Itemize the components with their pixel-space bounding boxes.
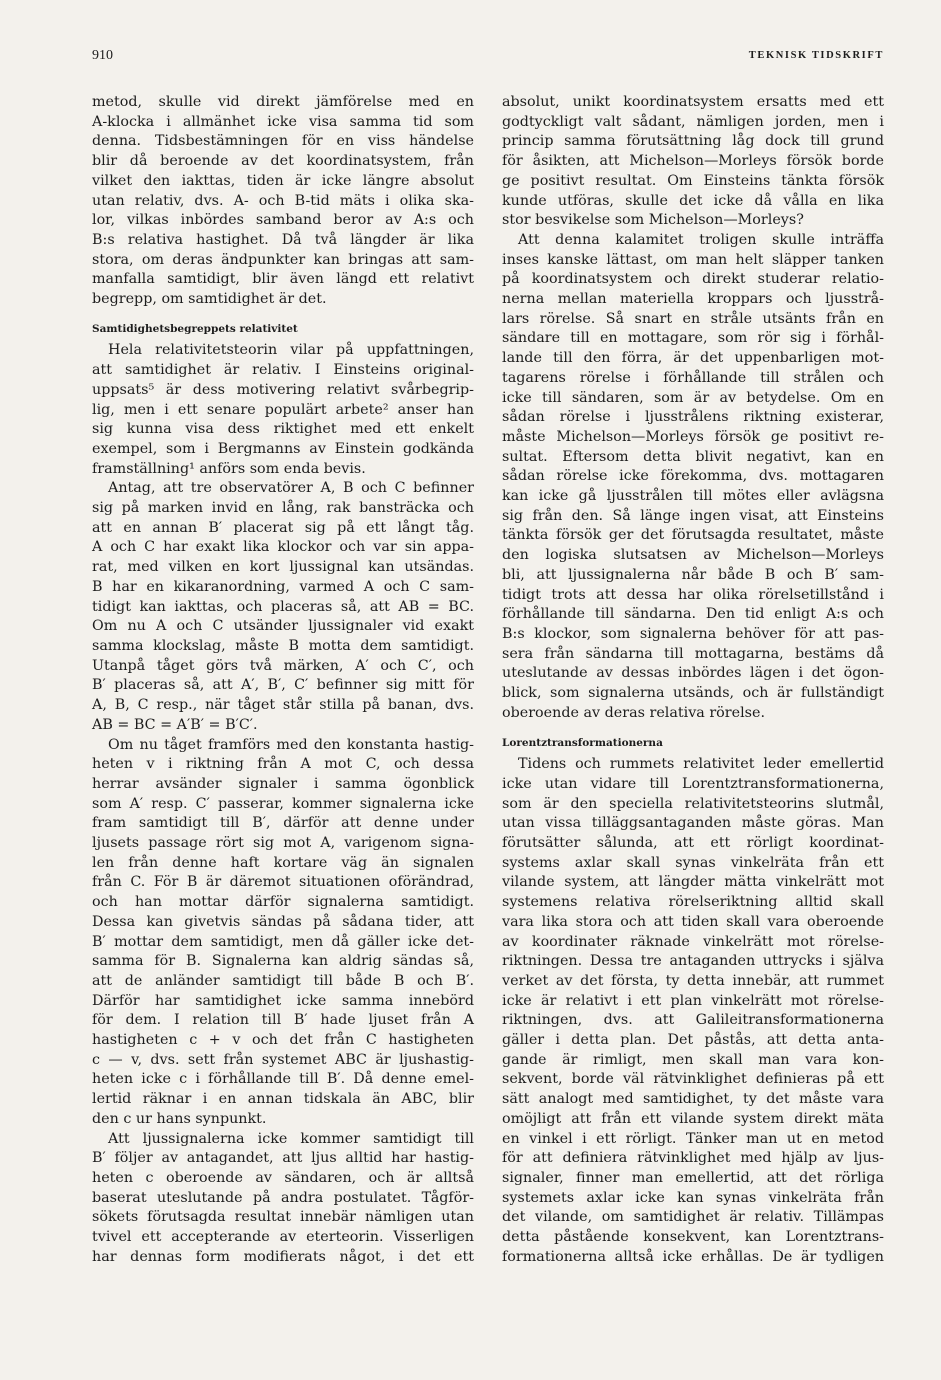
text-line: sera från sändarna till mottagarna, bestäms då bbox=[502, 645, 884, 662]
text-line: begrepp, om samtidighet är det. bbox=[92, 291, 327, 308]
text-line: framställning¹ anförs som enda bevis. bbox=[92, 460, 366, 477]
text-line: verket av det första, ty detta innebär, att rummet bbox=[502, 972, 884, 989]
text-line: Att denna kalamitet troligen skulle inträffa bbox=[518, 231, 884, 248]
text-line: lig, men i ett senare populärt arbete² anser han bbox=[92, 401, 474, 418]
text-line: att samtidighet är relativ. I Einsteins original- bbox=[92, 362, 474, 379]
text-line: denna. Tidsbestämningen för en viss händelse bbox=[92, 133, 474, 150]
text-line: av koordinater räknade vinkelrätt mot rörelse- bbox=[502, 933, 884, 950]
text-line: A, B, C resp., när tåget står stilla på banan, dvs. bbox=[92, 697, 474, 714]
text-line: AB = BC = A′B′ = B′C′. bbox=[92, 716, 258, 733]
text-line: ljusets passage rört sig mot A, varigenom signa- bbox=[92, 835, 474, 852]
text-line: samma för B. Signalerna kan aldrig sändas så, bbox=[92, 953, 474, 970]
text-line: systemens relativa rörelseriktning alltid skall bbox=[502, 894, 884, 911]
text-line: heten icke c i förhållande till B′. Då denne emel- bbox=[92, 1071, 474, 1088]
text-line: för att definiera rätvinklighet med hjälp av ljus- bbox=[502, 1150, 884, 1167]
text-line: princip samma förutsättning låg dock till grund bbox=[502, 133, 884, 150]
text-line: Om nu A och C utsänder ljussignaler vid exakt bbox=[92, 618, 474, 635]
text-line: tänkta försök ger det förutsagda resultatet, måste bbox=[502, 527, 884, 544]
text-line: tagarens rörelse i förhållande till strålen och bbox=[502, 369, 884, 386]
text-line: har dennas form modifierats något, i det ett bbox=[92, 1248, 474, 1265]
text-line: Antag, att tre observatörer A, B och C befinner bbox=[108, 480, 474, 497]
text-line: B:s relativa hastighet. Då två längder är lika bbox=[92, 231, 474, 248]
text-line: lande till den förra, är det uppenbarligen mot- bbox=[502, 350, 884, 367]
section-heading: Lorentztransformationerna bbox=[502, 736, 663, 749]
text-line: uppsats⁵ är dess motivering relativt svårbegrip- bbox=[92, 381, 474, 398]
text-line: sig på marken invid en lång, rak bansträcka och bbox=[92, 500, 474, 517]
text-line: B:s klockor, som signalerna behöver för att pas- bbox=[502, 625, 884, 642]
text-line: exempel, som i Bergmanns av Einstein godkända bbox=[92, 440, 474, 457]
text-line: kan icke gå ljusstrålen till mötes eller avlägsna bbox=[502, 488, 884, 505]
text-line: Tidens och rummets relativitet leder emellertid bbox=[518, 756, 884, 773]
text-line: Hela relativitetsteorin vilar på uppfattningen, bbox=[108, 342, 474, 359]
text-line: heten c oberoende av sändaren, och är alltså bbox=[92, 1169, 474, 1186]
text-line: Att ljussignalerna icke kommer samtidigt till bbox=[108, 1130, 474, 1147]
text-line: en vinkel i ett rörligt. Tänker man ut en metod bbox=[502, 1130, 884, 1147]
text-line: icke till sändaren, som är av betydelse. Om en bbox=[502, 389, 884, 406]
text-line: förutsätter sålunda, att ett rörligt koordinat- bbox=[502, 835, 884, 852]
text-line: samma klockslag, måste B motta dem samtidigt. bbox=[92, 637, 474, 654]
text-line: uteslutande av dessas inbördes lägen i det ögon- bbox=[502, 665, 884, 682]
text-line: systems axlar skall synas vinkelräta från ett bbox=[502, 854, 884, 871]
text-line: sultat. Eftersom detta blivit negativt, kan en bbox=[502, 448, 884, 465]
text-line: hastigheten c + v och det från C hastigheten bbox=[92, 1032, 474, 1049]
text-line: sig kunna visa dess riktighet med ett enkelt bbox=[92, 421, 474, 438]
text-line: gande är rimligt, men skall man vara kon- bbox=[502, 1051, 884, 1068]
text-line: att en annan B′ placerat sig på ett långt tåg. bbox=[92, 519, 474, 536]
text-line: sökets förutsagda resultat innebär nämligen utan bbox=[92, 1209, 474, 1226]
text-line: från C. För B är däremot situationen oförändrad, bbox=[92, 874, 474, 891]
text-line: måste Michelson—Morleys försök ge positivt re- bbox=[502, 428, 884, 445]
text-line: Dessa kan givetvis sändas på sådana tider, att bbox=[92, 913, 474, 930]
text-line: sätt analogt med samtidighet, ty det måste vara bbox=[502, 1091, 884, 1108]
text-line: len från denne haft kortare väg än signalen bbox=[92, 854, 474, 871]
right-column bbox=[502, 93, 884, 1267]
text-line: c — v, dvs. sett från systemet ABC är ljushastig- bbox=[92, 1051, 474, 1068]
text-line: lor, vilkas inbördes samband beror av A:s och bbox=[92, 212, 474, 229]
text-line: kunde utföras, skulle det icke då vålla en lika bbox=[502, 192, 884, 209]
text-line: rat, med vilken en kort ljussignal kan utsändas. bbox=[92, 559, 474, 576]
text-line: Om nu tåget framförs med den konstanta hastig- bbox=[108, 736, 474, 753]
text-line: oberoende av deras relativa rörelse. bbox=[502, 704, 765, 721]
section-heading: Samtidighetsbegreppets relativitet bbox=[92, 322, 298, 335]
text-line: som är den speciella relativitetsteorins slutmål, bbox=[502, 795, 884, 812]
text-line: godtyckligt valt sådant, nämligen jorden, men i bbox=[502, 113, 884, 130]
text-line: B′ följer av antagandet, att ljus alltid har hastig- bbox=[92, 1150, 474, 1167]
text-line: riktningen. Dessa tre antaganden uttrycks i själva bbox=[502, 953, 884, 970]
text-line: sig från den. Så länge ingen visat, att Einsteins bbox=[502, 507, 884, 524]
text-line: vara lika stora och att tiden skall vara oberoende bbox=[502, 913, 884, 930]
text-line: riktningen, dvs. att Galileitransformationerna bbox=[502, 1012, 884, 1029]
text-line: herrar avsänder signaler i samma ögonblick bbox=[92, 775, 474, 792]
journal-title: TEKNISK TIDSKRIFT bbox=[748, 50, 884, 61]
text-line: tidigt trots att dessa har olika rörelsetillstånd i bbox=[502, 586, 884, 603]
text-line: lertid räknar i en annan tidskala än ABC, blir bbox=[92, 1091, 474, 1108]
text-line: tvivel ett accepterande av eterteorin. Visserligen bbox=[92, 1229, 474, 1246]
text-line: för dem. I relation till B′ hade ljuset från A bbox=[92, 1012, 474, 1029]
text-line: heten v i riktning från A mot C, och dessa bbox=[92, 756, 474, 773]
text-line: Därför har samtidighet icke samma innebörd bbox=[92, 992, 474, 1009]
text-line: bli, att ljussignalerna når både B och B′ sam- bbox=[502, 566, 884, 583]
text-line: signaler, finner man emellertid, att det rörliga bbox=[502, 1169, 884, 1186]
text-line: inses kanske lättast, om man helt släpper tanken bbox=[502, 251, 884, 268]
text-line: lars rörelse. Så snart en stråle utsänts från en bbox=[502, 310, 884, 327]
text-line: nerna mellan materiella kroppars och ljusstrå- bbox=[502, 291, 884, 308]
text-line: blick, som signalerna utsänds, och är fullständigt bbox=[502, 685, 884, 702]
text-line: Utanpå tåget görs två märken, A′ och C′, och bbox=[92, 657, 474, 674]
text-line: sådan rörelse icke förekomma, dvs. mottagaren bbox=[502, 468, 884, 485]
text-line: och han mottar därför signalerna samtidigt. bbox=[92, 894, 474, 911]
text-line: icke är relativt i ett plan vinkelrätt mot rörelse- bbox=[502, 992, 884, 1009]
text-line: som A′ resp. C′ passerar, kommer signalerna icke bbox=[92, 795, 474, 812]
text-line: vilket den iakttas, tiden är icke längre absolut bbox=[92, 172, 474, 189]
text-line: den logiska slutsatsen av Michelson—Morleys bbox=[502, 547, 884, 564]
text-line: A och C har exakt lika klockor och var sin appa- bbox=[92, 539, 474, 556]
text-line: B′ placeras så, att A′, B′, C′ befinner sig mitt för bbox=[92, 677, 474, 694]
text-line: B har en kikaranordning, varmed A och C sam- bbox=[92, 578, 474, 595]
text-line: på koordinatsystem och direkt studerar relatio- bbox=[502, 271, 884, 288]
text-line: för åsikten, att Michelson—Morleys försök borde bbox=[502, 153, 884, 170]
text-line: baserat uteslutande på andra postulatet. Tågför- bbox=[92, 1189, 474, 1206]
text-line: det vilande, om samtidighet är relativ. Tillämpas bbox=[502, 1209, 884, 1226]
text-line: stora, om deras ändpunkter kan bringas att sam- bbox=[92, 251, 474, 268]
text-line: icke utan vidare till Lorentztransformationerna, bbox=[502, 775, 884, 792]
page-header bbox=[92, 48, 884, 68]
text-line: blir då beroende av det koordinatsystem, från bbox=[92, 153, 474, 170]
text-line: fram samtidigt till B′, därför att denne under bbox=[92, 815, 474, 832]
text-line: B′ mottar dem samtidigt, men då gäller icke det- bbox=[92, 933, 474, 950]
page-number: 910 bbox=[92, 48, 113, 63]
text-line: utan vissa tilläggsantaganden måste göras. Man bbox=[502, 815, 884, 832]
text-line: omöjligt att från ett vilande system direkt mäta bbox=[502, 1110, 884, 1127]
text-line: systemets axlar icke kan synas vinkelräta från bbox=[502, 1189, 884, 1206]
text-line: sekvent, borde väl rätvinklighet definieras på ett bbox=[502, 1071, 884, 1088]
text-line: sändare till en mottagare, som rör sig i förhål- bbox=[502, 330, 884, 347]
text-line: tidigt kan iakttas, och placeras så, att AB = BC. bbox=[92, 598, 474, 615]
left-column bbox=[92, 93, 474, 1267]
text-line: den c ur hans synpunkt. bbox=[92, 1110, 267, 1127]
text-line: förhållande till sändarna. Den tid enligt A:s och bbox=[502, 606, 884, 623]
text-line: detta påstående konsekvent, kan Lorentztrans- bbox=[502, 1229, 884, 1246]
text-line: ge positivt resultat. Om Einsteins tänkta försök bbox=[502, 172, 884, 189]
text-line: formationerna alltså icke erhållas. De är tydligen bbox=[502, 1248, 884, 1265]
text-line: att de anländer samtidigt till både B och B′. bbox=[92, 972, 474, 989]
text-line: stor besvikelse som Michelson—Morleys? bbox=[502, 212, 804, 229]
text-line: A-klocka i allmänhet icke visa samma tid som bbox=[92, 113, 474, 130]
text-line: manfalla samtidigt, blir även längd ett relativt bbox=[92, 271, 474, 288]
text-line: gäller i detta plan. Det påstås, att detta anta- bbox=[502, 1032, 884, 1049]
text-line: utan relativ, dvs. A- och B-tid mäts i olika ska- bbox=[92, 192, 474, 209]
text-line: metod, skulle vid direkt jämförelse med en bbox=[92, 94, 474, 110]
text-line: absolut, unikt koordinatsystem ersatts med ett bbox=[502, 94, 884, 110]
text-line: vilande system, att längder mätta vinkelrätt mot bbox=[502, 874, 884, 891]
text-line: sådan rörelse i ljusstrålens riktning existerar, bbox=[502, 409, 884, 426]
